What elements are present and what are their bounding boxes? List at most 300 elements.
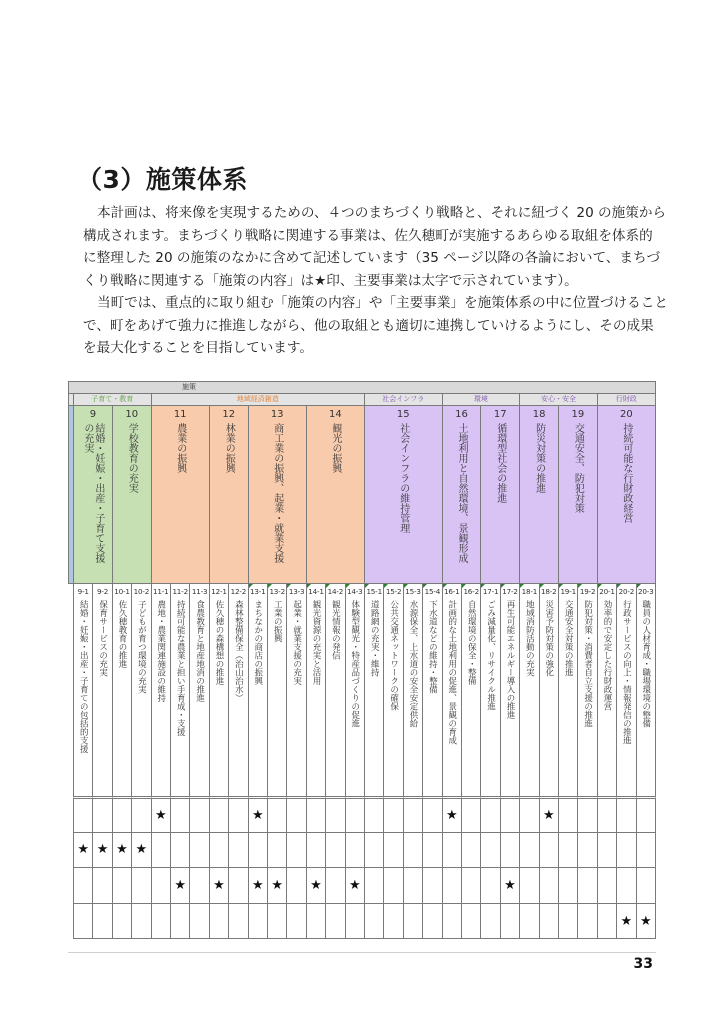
star-cell xyxy=(616,832,636,869)
star-cell xyxy=(500,867,520,904)
paragraph-line: に整理した 20 の施策のなかに含めて記述しています（35 ページ以降の各論において、まちづ xyxy=(83,250,661,266)
star-cell xyxy=(286,832,306,869)
star-icon: ★ xyxy=(504,877,516,893)
star-cell xyxy=(636,796,656,833)
star-cell xyxy=(442,796,462,833)
policy-item-cell xyxy=(403,583,423,797)
policy-name: 防災対策の推進 xyxy=(533,423,545,493)
policy-item-code: 18-2 xyxy=(541,587,557,596)
star-cell xyxy=(539,867,559,904)
star-cell xyxy=(248,903,268,940)
star-cell xyxy=(539,832,559,869)
star-cell xyxy=(306,796,326,833)
policy-item-code: 9-2 xyxy=(97,587,109,596)
star-cell xyxy=(480,867,500,904)
policy-item-name: 防犯対策・消費者自立支援の推進 xyxy=(582,600,593,728)
policy-item-code: 18-1 xyxy=(521,587,538,596)
policy-item-code: 14-1 xyxy=(308,587,324,596)
star-cell xyxy=(636,867,656,904)
star-cell xyxy=(422,867,442,904)
cell-flag-icon xyxy=(443,584,447,588)
policy-item-name: 効率的で安定した行財政運営 xyxy=(601,600,612,711)
star-icon: ★ xyxy=(620,913,633,929)
star-icon: ★ xyxy=(135,842,148,858)
cell-flag-icon xyxy=(481,584,485,588)
star-icon: ★ xyxy=(77,842,90,858)
star-cell xyxy=(500,832,520,869)
policy-item-code: 9-1 xyxy=(77,587,89,596)
star-cell xyxy=(112,796,132,833)
star-icon: ★ xyxy=(154,807,167,823)
paragraph-line: を最大化することを目指しています。 xyxy=(83,340,314,356)
star-cell xyxy=(286,867,306,904)
policy-name-wrap xyxy=(330,423,341,565)
policy-item-cell xyxy=(500,583,520,797)
policy-item-name: 再生可能エネルギー導入の推進 xyxy=(504,600,515,719)
policy-item-code: 15-2 xyxy=(385,587,402,596)
star-icon: ★ xyxy=(251,877,264,893)
star-cell xyxy=(170,832,190,869)
policy-item-name: 起業・就業支援の充実 xyxy=(291,600,302,685)
policy-name: 林業の振興 xyxy=(223,423,235,473)
star-cell xyxy=(500,903,520,940)
policy-item-name: 子どもが育つ環境の充実 xyxy=(136,600,147,694)
policy-system-table xyxy=(68,381,658,941)
policy-name: 学校教育の充実 xyxy=(126,423,138,493)
policy-item-code: 16-1 xyxy=(444,587,460,596)
star-cell xyxy=(403,903,423,940)
star-cell xyxy=(519,796,539,833)
policy-item-code: 20-2 xyxy=(618,587,635,596)
cell-flag-icon xyxy=(423,584,427,588)
policy-cell xyxy=(248,405,307,584)
category-header: 環境 xyxy=(442,393,521,406)
footer-divider xyxy=(68,952,656,953)
star-cell xyxy=(539,903,559,940)
star-cell xyxy=(151,867,171,904)
star-cell xyxy=(151,903,171,940)
star-icon: ★ xyxy=(542,807,555,823)
policy-number: 15 xyxy=(396,409,410,420)
star-cell xyxy=(616,796,636,833)
policy-item-code: 10-1 xyxy=(114,587,130,596)
star-cell xyxy=(286,796,306,833)
star-cell xyxy=(248,867,268,904)
star-cell xyxy=(403,867,423,904)
policy-cell xyxy=(73,405,113,584)
cell-flag-icon xyxy=(520,584,524,588)
star-cell xyxy=(616,903,636,940)
policy-item-cell xyxy=(442,583,462,797)
star-cell xyxy=(597,832,617,869)
star-cell xyxy=(383,832,403,869)
paragraph-line: 当町では、重点的に取り組む「施策の内容」や「主要事業」を施策体系の中に位置づけること xyxy=(97,295,668,311)
star-cell xyxy=(480,832,500,869)
cell-flag-icon xyxy=(384,584,388,588)
policy-item-name: 水源保全、上水道の安全安定供給 xyxy=(407,600,418,728)
star-cell xyxy=(519,903,539,940)
policy-name-wrap xyxy=(398,423,409,565)
policy-item-cell xyxy=(345,583,365,797)
star-cell xyxy=(170,903,190,940)
star-cell xyxy=(131,796,151,833)
star-cell xyxy=(131,832,151,869)
policy-item-name: 森林整備保全（治山治水） xyxy=(233,600,244,702)
policy-item-cell xyxy=(131,583,151,797)
star-cell xyxy=(558,796,578,833)
paragraph-line: で、町をあげて強力に推進しながら、他の取組とも適切に連携していけるようにし、その成果 xyxy=(83,317,654,334)
star-cell xyxy=(519,867,539,904)
star-cell xyxy=(306,867,326,904)
star-cell xyxy=(500,796,520,833)
star-cell xyxy=(325,796,345,833)
star-cell xyxy=(306,903,326,940)
policy-item-code: 13-3 xyxy=(288,587,305,596)
policy-item-name: 道路網の充実・維持 xyxy=(369,600,380,677)
policy-number: 17 xyxy=(493,409,507,420)
policy-item-code: 15-4 xyxy=(424,587,441,596)
policy-item-code: 15-3 xyxy=(405,587,421,596)
star-cell xyxy=(228,796,248,833)
policy-number: 16 xyxy=(455,409,468,420)
star-cell xyxy=(577,867,597,904)
policy-item-code: 19-2 xyxy=(579,587,596,596)
cell-flag-icon xyxy=(540,584,544,588)
star-cell xyxy=(461,867,481,904)
policy-cell xyxy=(209,405,249,584)
policy-cell xyxy=(151,405,210,584)
star-icon: ★ xyxy=(116,842,128,858)
cell-flag-icon xyxy=(501,584,505,588)
policy-item-cell xyxy=(383,583,403,797)
policy-item-cell xyxy=(539,583,559,797)
policy-item-cell xyxy=(286,583,306,797)
policy-number: 14 xyxy=(329,409,342,420)
policy-item-code: 17-1 xyxy=(482,587,499,596)
policy-cell xyxy=(364,405,443,584)
cell-flag-icon xyxy=(578,584,582,588)
policy-item-name: 行政サービスの向上・情報発信の推進 xyxy=(621,600,632,745)
policy-item-code: 11-1 xyxy=(153,587,169,596)
policy-name-wrap xyxy=(534,423,545,565)
cell-flag-icon xyxy=(365,584,369,588)
policy-item-code: 12-1 xyxy=(211,587,227,596)
policy-item-name: 結婚・妊娠・出産・子育ての包括的支援 xyxy=(78,600,89,753)
star-cell xyxy=(364,832,384,869)
policy-item-cell xyxy=(267,583,287,797)
star-cell xyxy=(209,832,229,869)
policy-name-wrap xyxy=(621,423,632,565)
policy-item-name: 職員の人材育成・職場環境の整備 xyxy=(640,600,651,728)
cell-flag-icon xyxy=(404,584,408,588)
policy-name: 観光の振興 xyxy=(329,423,341,473)
policy-item-name: 計画的な土地利用の促進、景観の育成 xyxy=(446,600,457,745)
policy-number: 10 xyxy=(125,409,139,420)
policy-item-cell xyxy=(616,583,636,797)
paragraph-line: 本計画は、将来像を実現するための、４つのまちづくり戦略と、それに紐づく 20 の施策から xyxy=(97,205,667,221)
star-cell xyxy=(73,832,93,869)
policy-item-name: 体験型観光・特産品づくりの促進 xyxy=(349,600,360,728)
star-cell xyxy=(442,903,462,940)
policy-item-code: 13-2 xyxy=(269,587,285,596)
policy-name: 持続可能な行財政経営 xyxy=(620,423,632,523)
policy-name-wrap xyxy=(82,423,104,565)
star-cell xyxy=(209,867,229,904)
star-cell xyxy=(112,867,132,904)
policy-number: 12 xyxy=(222,409,236,420)
star-cell xyxy=(345,796,365,833)
policy-item-cell xyxy=(577,583,597,797)
policy-item-name: 交通安全対策の推進 xyxy=(563,600,574,677)
policy-item-name: 自然環境の保全・整備 xyxy=(466,600,477,685)
star-cell xyxy=(636,903,656,940)
section-title: （3）施策体系 xyxy=(77,165,248,194)
star-icon: ★ xyxy=(348,877,361,893)
policy-name-wrap xyxy=(272,423,283,565)
policy-item-name: 佐久穂教育の推進 xyxy=(116,600,127,668)
star-cell xyxy=(189,903,209,940)
policy-item-code: 17-2 xyxy=(502,587,518,596)
star-cell xyxy=(345,903,365,940)
star-cell xyxy=(480,903,500,940)
policy-item-cell xyxy=(306,583,326,797)
policy-item-name: 工業の振興 xyxy=(272,600,283,643)
star-icon: ★ xyxy=(271,877,284,893)
star-cell xyxy=(422,796,442,833)
cell-flag-icon xyxy=(637,584,641,588)
category-header: 子育て・教育 xyxy=(73,393,152,406)
category-header: 地域経済創造 xyxy=(151,393,365,406)
policy-number: 9 xyxy=(89,409,97,420)
star-cell xyxy=(306,832,326,869)
star-cell xyxy=(112,903,132,940)
star-cell xyxy=(92,796,112,833)
policy-item-cell xyxy=(558,583,578,797)
policy-item-code: 14-3 xyxy=(347,587,363,596)
policy-number: 19 xyxy=(571,409,585,420)
star-icon: ★ xyxy=(251,807,264,823)
cell-flag-icon xyxy=(617,584,621,588)
policy-name: 結婚・妊娠・出産・子育て支援の充実 xyxy=(81,423,104,563)
policy-item-code: 14-2 xyxy=(327,587,344,596)
star-icon: ★ xyxy=(96,842,109,858)
cell-flag-icon xyxy=(307,584,311,588)
policy-cell xyxy=(112,405,152,584)
star-cell xyxy=(577,832,597,869)
policy-item-cell xyxy=(92,583,112,797)
policy-item-name: 災害予防対策の強化 xyxy=(543,600,554,677)
policy-cell xyxy=(519,405,559,584)
star-cell xyxy=(383,903,403,940)
star-cell xyxy=(364,796,384,833)
policy-name-wrap xyxy=(175,423,186,565)
cell-flag-icon xyxy=(559,584,563,588)
star-cell xyxy=(325,832,345,869)
cell-flag-icon xyxy=(346,584,350,588)
policy-item-name: ごみ減量化、リサイクル推進 xyxy=(485,600,496,711)
policy-cell xyxy=(306,405,365,584)
policy-item-code: 11-3 xyxy=(191,587,208,596)
star-cell xyxy=(151,796,171,833)
policy-name-wrap xyxy=(495,423,506,565)
star-cell xyxy=(267,903,287,940)
policy-item-code: 11-2 xyxy=(172,587,188,596)
star-cell xyxy=(92,903,112,940)
star-cell xyxy=(422,832,442,869)
star-cell xyxy=(442,867,462,904)
star-cell xyxy=(286,903,306,940)
policy-item-cell xyxy=(461,583,481,797)
table-header: 施策 xyxy=(68,381,656,394)
star-cell xyxy=(597,903,617,940)
star-cell xyxy=(73,867,93,904)
policy-item-cell xyxy=(209,583,229,797)
paragraph-line: くり戦略に関連する「施策の内容」は★印、主要事業は太字で示されています）。 xyxy=(83,272,578,289)
star-cell xyxy=(248,796,268,833)
policy-item-name: 農地・農業関連施設の維持 xyxy=(155,600,166,702)
star-cell xyxy=(383,867,403,904)
star-cell xyxy=(364,903,384,940)
star-cell xyxy=(131,867,151,904)
star-cell xyxy=(364,867,384,904)
policy-item-name: 持続可能な農業と担い手育成・支援 xyxy=(175,600,186,736)
policy-name: 土地利用と自然環境、景観形成 xyxy=(455,423,467,563)
category-header: 行財政 xyxy=(597,393,656,406)
policy-item-cell xyxy=(248,583,268,797)
star-icon: ★ xyxy=(445,807,458,823)
policy-item-name: 地域消防活動の充実 xyxy=(524,600,535,677)
policy-item-code: 20-3 xyxy=(638,587,654,596)
policy-item-code: 19-1 xyxy=(560,587,576,596)
star-cell xyxy=(383,796,403,833)
policy-item-cell xyxy=(170,583,190,797)
star-cell xyxy=(209,903,229,940)
cell-flag-icon xyxy=(462,584,466,588)
cell-flag-icon xyxy=(268,584,272,588)
policy-item-cell xyxy=(519,583,539,797)
cell-flag-icon xyxy=(249,584,253,588)
policy-item-cell xyxy=(325,583,345,797)
policy-cell xyxy=(597,405,656,584)
policy-item-name: 公共交通ネットワークの確保 xyxy=(388,600,399,711)
star-cell xyxy=(209,796,229,833)
star-cell xyxy=(267,867,287,904)
star-cell xyxy=(170,867,190,904)
policy-cell xyxy=(480,405,520,584)
page-number: 33 xyxy=(633,956,653,972)
star-cell xyxy=(248,832,268,869)
policy-name-wrap xyxy=(456,423,467,565)
star-cell xyxy=(112,832,132,869)
policy-item-cell xyxy=(480,583,500,797)
policy-item-name: 保育サービスの充実 xyxy=(97,600,108,677)
policy-number: 11 xyxy=(173,409,187,420)
star-cell xyxy=(345,867,365,904)
star-cell xyxy=(228,867,248,904)
policy-item-name: 観光資源の充実と活用 xyxy=(310,600,321,685)
policy-item-name: まちなかの商店の振興 xyxy=(252,600,263,685)
star-cell xyxy=(558,903,578,940)
policy-item-code: 13-1 xyxy=(250,587,266,596)
star-cell xyxy=(189,796,209,833)
star-cell xyxy=(325,867,345,904)
star-cell xyxy=(189,832,209,869)
star-cell xyxy=(170,796,190,833)
policy-item-code: 20-1 xyxy=(599,587,615,596)
star-cell xyxy=(597,867,617,904)
policy-number: 18 xyxy=(532,409,546,420)
star-cell xyxy=(539,796,559,833)
policy-item-code: 10-2 xyxy=(133,587,150,596)
policy-item-code: 16-2 xyxy=(463,587,479,596)
policy-name: 商工業の振興、起業・就業支援 xyxy=(271,423,283,563)
star-icon: ★ xyxy=(639,913,652,929)
cell-flag-icon xyxy=(598,584,602,588)
star-cell xyxy=(422,903,442,940)
star-cell xyxy=(461,903,481,940)
star-cell xyxy=(403,832,423,869)
star-cell xyxy=(325,903,345,940)
cell-flag-icon xyxy=(287,584,291,588)
policy-item-cell xyxy=(636,583,656,797)
category-header: 社会インフラ xyxy=(364,393,443,406)
policy-item-code: 15-1 xyxy=(366,587,382,596)
star-cell xyxy=(577,796,597,833)
policy-name: 農業の振興 xyxy=(174,423,186,473)
star-cell xyxy=(461,796,481,833)
star-icon: ★ xyxy=(213,877,225,893)
policy-item-code: 12-2 xyxy=(230,587,247,596)
policy-item-cell xyxy=(597,583,617,797)
star-cell xyxy=(267,796,287,833)
star-cell xyxy=(480,796,500,833)
paragraph-line: 構成されます。まちづくり戦略に関連する事業は、佐久穂町が実施するあらゆる取組を体系的 xyxy=(83,227,653,244)
paragraph xyxy=(83,292,668,360)
star-cell xyxy=(73,903,93,940)
star-cell xyxy=(345,832,365,869)
star-cell xyxy=(151,832,171,869)
star-cell xyxy=(461,832,481,869)
star-cell xyxy=(558,832,578,869)
star-cell xyxy=(616,867,636,904)
star-cell xyxy=(597,796,617,833)
body-text xyxy=(83,202,668,360)
star-cell xyxy=(189,867,209,904)
star-cell xyxy=(228,903,248,940)
policy-item-name: 下水道などの維持・整備 xyxy=(427,600,438,694)
policy-item-cell xyxy=(364,583,384,797)
star-icon: ★ xyxy=(174,877,187,893)
policy-item-cell xyxy=(422,583,442,797)
star-cell xyxy=(131,903,151,940)
star-icon: ★ xyxy=(310,877,322,893)
paragraph xyxy=(83,202,667,292)
star-cell xyxy=(228,832,248,869)
star-cell xyxy=(92,832,112,869)
policy-name: 社会インフラの維持管理 xyxy=(397,423,409,533)
star-cell xyxy=(403,796,423,833)
policy-cell xyxy=(558,405,598,584)
policy-item-cell xyxy=(189,583,209,797)
star-cell xyxy=(558,867,578,904)
policy-item-cell xyxy=(73,583,93,797)
policy-name: 交通安全、防犯対策 xyxy=(572,423,584,513)
star-cell xyxy=(92,867,112,904)
star-cell xyxy=(636,832,656,869)
policy-name-wrap xyxy=(223,423,234,565)
policy-name: 循環型社会の推進 xyxy=(494,423,506,503)
policy-item-name: 観光情報の発信 xyxy=(330,600,341,660)
